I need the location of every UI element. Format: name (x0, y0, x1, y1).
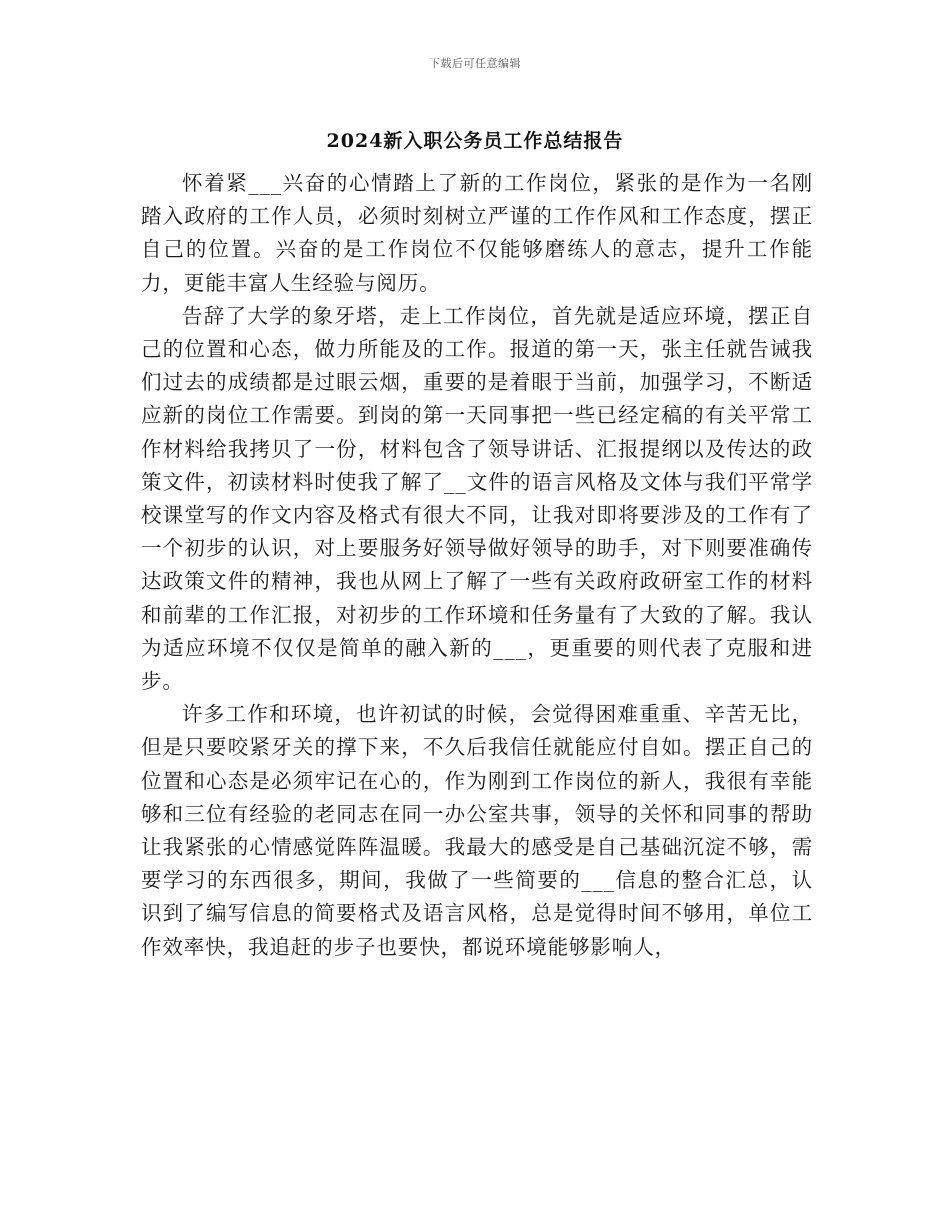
document-body (141, 167, 813, 964)
header-note: 下载后可任意编辑 (429, 57, 521, 70)
paragraph: 许多工作和环境，也许初试的时候，会觉得困难重重、辛苦无比，但是只要咬紧牙关的撑下来，不久后我信任就能应付自如。摆正自己的位置和心态是必须牢记在心的，作为刚到工作岗位的新人，我很有幸能够和三位有经验的老同志在同一办公室共事，领导的关怀和同事的帮助让我紧张的心情感觉阵阵温暖。我最大的感受是自己基础沉淀不够，需要学习的东西很多，期间，我做了一些简要的___信息的整合汇总，认识到了编写信息的简要格式及语言风格，总是觉得时间不够用，单位工作效率快，我追赶的步子也要快，都说环境能够影响人， (141, 702, 813, 959)
paragraph: 告辞了大学的象牙塔，走上工作岗位，首先就是适应环境，摆正自己的位置和心态，做力所能及的工作。报道的第一天，张主任就告诫我们过去的成绩都是过眼云烟，重要的是着眼于当前，加强学习，不断适应新的岗位工作需要。到岗的第一天同事把一些已经定稿的有关平常工作材料给我拷贝了一份，材料包含了领导讲话、汇报提纲以及传达的政策文件，初读材料时使我了解了__文件的语言风格及文体与我们平常学校课堂写的作文内容及格式有很大不同，让我对即将要涉及的工作有了一个初步的认识，对上要服务好领导做好领导的助手，对下则要准确传达政策文件的精神，我也从网上了解了一些有关政府政研室工作的材料和前辈的工作汇报，对初步的工作环境和任务量有了大致的了解。我认为适应环境不仅仅是简单的融入新的___，更重要的则代表了克服和进步。 (141, 303, 813, 694)
paragraph: 怀着紧___兴奋的心情踏上了新的工作岗位，紧张的是作为一名刚踏入政府的工作人员，必须时刻树立严谨的工作作风和工作态度，摆正自己的位置。兴奋的是工作岗位不仅能够磨练人的意志，提升工作能力，更能丰富人生经验与阅历。 (141, 171, 813, 295)
document-title: 2024新入职公务员工作总结报告 (326, 130, 624, 152)
